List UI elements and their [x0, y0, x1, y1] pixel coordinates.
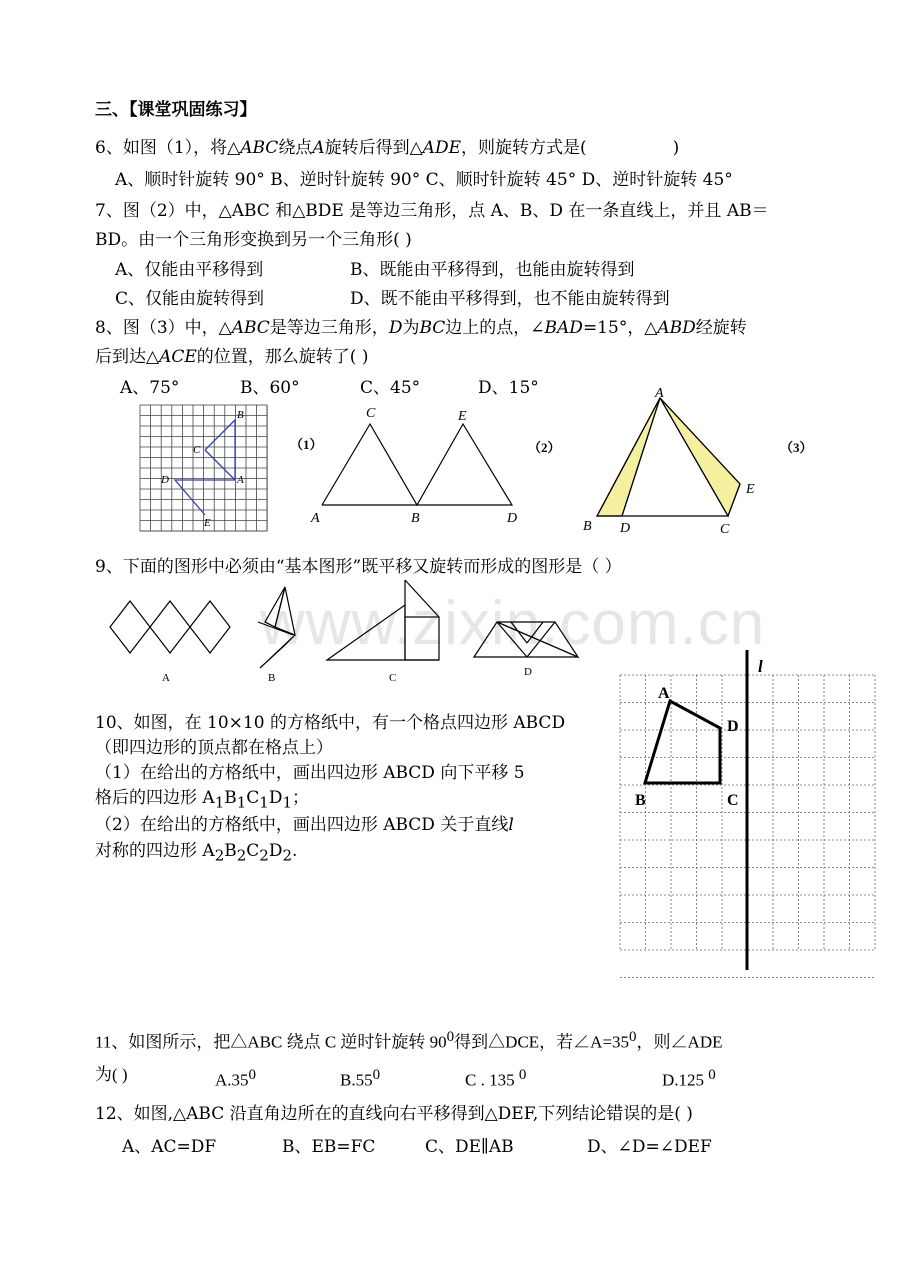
q10-grid — [620, 675, 900, 978]
q11-option-c: C . 135 $^0$ — [465, 1067, 527, 1090]
q9-figures — [0, 575, 600, 690]
q6-stem: 6、如图（1），将△ABC绕点A旋转后得到△ADE，则旋转方式是( ) — [95, 138, 680, 158]
q11-option-a: $A.35^0$ — [215, 1067, 257, 1090]
q10-line3: （1）在给出的方格纸中，画出四边形 ABCD 向下平移 5 — [95, 763, 525, 783]
q9-figure-d — [474, 622, 578, 657]
q8-option-d: D、15° — [478, 378, 539, 398]
fig2-label-e: E — [458, 409, 467, 424]
q11-option-d: D.125 $^0$ — [662, 1067, 716, 1090]
q9-figure-c — [327, 580, 439, 660]
q7-line2: BD。由一个三角形变换到另一个三角形( ) — [95, 230, 412, 250]
q8-line1: 8、图（3）中，△ABC是等边三角形，D为BC边上的点，∠BAD=15°，△ABD经旋转 — [95, 318, 747, 338]
q10-line2: （即四边形的顶点都在格点上） — [95, 738, 333, 758]
fig1-label-b: B — [237, 409, 244, 421]
q8-line2: 后到达△ACE的位置，那么旋转了( ) — [95, 347, 369, 367]
q9-figure-b — [258, 587, 295, 668]
q12-option-c: C、DE∥AB — [425, 1137, 514, 1157]
q12-option-d: D、∠D=∠DEF — [587, 1137, 712, 1157]
q7-option-a: A、仅能由平移得到 — [115, 260, 264, 280]
q11-line1: 11、如图所示，把△ABC 绕点 C 逆时针旋转 $90^0$得到△DCE，若$\angle A=35^0$，则∠ADE — [95, 1029, 723, 1052]
fig3-label-b: B — [583, 519, 592, 534]
q8-option-a: A、75° — [120, 378, 180, 398]
fig2-label-a: A — [311, 511, 320, 526]
fig1-label-d: D — [161, 474, 169, 486]
figure1-grid — [140, 405, 267, 531]
q9-label-c: C — [389, 672, 397, 684]
q10-line5: （2）在给出的方格纸中，画出四边形 ABCD 关于直线l — [95, 815, 514, 835]
q12-option-b: B、EB=FC — [282, 1137, 376, 1157]
q12-option-a: A、AC=DF — [122, 1137, 217, 1157]
fig2-label-d: D — [507, 511, 518, 526]
grid-label-b: B — [635, 792, 646, 809]
figure1-shape — [175, 420, 235, 515]
q9-figure-a — [110, 601, 230, 653]
section-title: 三、【课堂巩固练习】 — [95, 100, 257, 120]
q8-option-c: C、45° — [360, 378, 421, 398]
q9-label-d: D — [524, 666, 532, 678]
q9-label-a: A — [162, 672, 170, 684]
figure2-triangles — [322, 424, 512, 505]
q7-option-b: B、既能由平移得到，也能由旋转得到 — [350, 260, 635, 280]
grid-label-d: D — [727, 718, 739, 735]
fig2-label-c: C — [366, 406, 376, 421]
quadrilateral-abcd — [645, 701, 720, 783]
q8-option-b: B、60° — [240, 378, 300, 398]
q10-line4: 格后的四边形 $A_1B_1C_1D_1$； — [95, 788, 310, 812]
watermark: www.zixin.com.cn — [260, 589, 766, 658]
q6-options: A、顺时针旋转 90° B、逆时针旋转 90° C、顺时针旋转 45° D、逆时针旋转 45° — [115, 170, 733, 190]
fig2-caption: （2） — [528, 440, 561, 455]
fig3-label-e: E — [746, 482, 755, 497]
grid-label-c: C — [727, 792, 739, 809]
fig3-caption: （3） — [780, 440, 813, 455]
q10-line1: 10、如图，在 10×10 的方格纸中，有一个格点四边形 ABCD — [95, 713, 566, 733]
fig1-label-a: A — [237, 474, 244, 486]
q7-option-d: D、既不能由平移得到，也不能由旋转得到 — [350, 289, 670, 309]
q11-option-b: $B.55^0$ — [340, 1067, 381, 1090]
q9-label-b: B — [268, 672, 276, 684]
q12-stem: 12、如图,△ABC 沿直角边所在的直线向右平移得到△DEF,下列结论错误的是( ) — [95, 1104, 693, 1124]
line-l-label: l — [758, 657, 763, 676]
fig3-label-a: A — [655, 386, 664, 401]
q9-stem: 9、下面的图形中必须由“基本图形”既平移又旋转而形成的图形是（ ） — [95, 557, 622, 577]
figures-row — [0, 0, 920, 560]
q7-option-c: C、仅能由旋转得到 — [115, 289, 265, 309]
fig1-label-e: E — [204, 517, 211, 529]
fig3-label-c: C — [720, 522, 730, 537]
q10-grid-figure — [600, 645, 900, 980]
q10-line6: 对称的四边形 $A_2B_2C_2D_2$. — [95, 841, 298, 865]
q11-line2: 为( ) — [95, 1065, 128, 1084]
q7-line1: 7、图（2）中，△ABC 和△BDE 是等边三角形，点 A、B、D 在一条直线上，并且 AB＝ — [95, 201, 769, 221]
fig1-caption: （1） — [290, 437, 323, 452]
fig2-label-b: B — [411, 511, 420, 526]
fig1-label-c: C — [193, 444, 201, 456]
figure3-triangles — [597, 398, 740, 516]
fig3-label-d: D — [620, 521, 631, 536]
grid-label-a: A — [658, 685, 670, 702]
